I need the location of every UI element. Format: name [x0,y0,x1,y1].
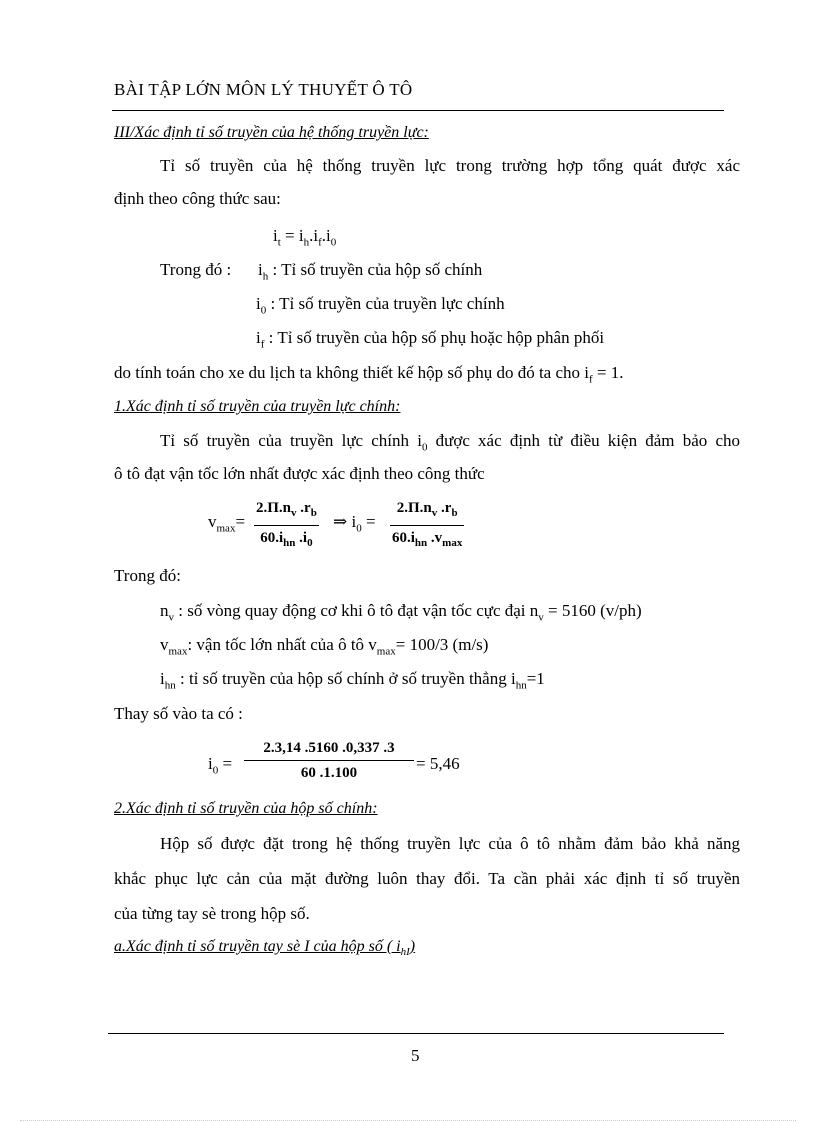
para3-line2: ô tô đạt vận tốc lớn nhất được xác định theo công thức [114,464,485,483]
where-ihn: $i_{hn}$ : tỉ số truyền của hộp số chính ở số truyền thẳng $i_{hn}=1$ [160,669,545,692]
definition-i0: $i_0$ : Tỉ số truyền của truyền lực chính [256,294,505,317]
fraction-i0 [390,498,464,553]
page-header-title: BÀI TẬP LỚN MÔN LÝ THUYẾT Ô TÔ [114,80,413,99]
fraction-i0-value-denominator: 60 .1.100 [300,765,358,781]
formula-i0-value-lhs: $i_0$ = [208,754,233,777]
page-number: 5 [411,1046,420,1065]
definition-ih: $i_h$ : Tỉ số truyền của hộp số chính [258,260,483,283]
where-nv: $n_v$ : số vòng quay động cơ khi ô tô đạt vận tốc cực đại $n_v = 5160$ (v/ph) [160,601,642,624]
fraction-bar [390,525,464,526]
section-2-title: 2.Xác định tỉ số truyền của hộp số chính: [114,800,378,817]
section-a-title: a.Xác định tỉ số truyền tay sè I của hộp số ( $i_{hI}$) [114,938,416,959]
substitute-line: Thay số vào ta có : [114,704,243,723]
section-3-title: III/Xác định tỉ số truyền của hệ thống truyền lực: [114,124,429,141]
formula-vmax-lhs: $v_{max}=$ [208,512,246,535]
fraction-bar [244,760,414,761]
fraction-i0-value [244,738,414,783]
para4-line2: khắc phục lực cản của mặt đường luôn thay đổi. Ta cần phải xác định tỉ số truyền [114,869,740,888]
fraction-vmax-numerator: $2.\Pi.n_v$ $.r_b$ [256,500,317,519]
para4-line1: Hộp số được đặt trong hệ thống truyền lực của ô tô nhằm đảm bảo khả năng [160,834,740,853]
header-rule [112,110,724,111]
section-1-title: 1.Xác định tỉ số truyền của truyền lực chính: [114,398,401,415]
formula-i0-result: = 5,46 [416,754,460,773]
footer-rule [108,1033,724,1034]
where-intro: Trong đó: [114,566,181,585]
para1-line1: Tỉ số truyền của hệ thống truyền lực trong trường hợp tổng quát được xác [160,156,740,175]
definition-if: $i_f$ : Tỉ số truyền của hộp số phụ hoặc hộp phân phối [256,328,605,351]
formula-it: $i_t = i_h.i_f.i_0$ [273,226,337,249]
para4-line3: của từng tay sè trong hộp số. [114,904,310,923]
fraction-i0-numerator: $2.\Pi.n_v$ $.r_b$ [396,500,458,519]
fraction-i0-value-numerator: 2.3,14 .5160 .0,337 .3 [263,740,395,756]
fraction-bar [254,525,319,526]
where-vmax: $v_{max}$: vận tốc lớn nhất của ô tô $v_{max}= 100/3$ (m/s) [160,635,489,658]
page-edge-divider [20,1120,796,1121]
para2: do tính toán cho xe du lịch ta không thiết kế hộp số phụ do đó ta cho $i_f = 1$. [114,363,624,386]
fraction-i0-denominator: $60.i_{hn}$ $.v_{max}$ [392,530,463,549]
para1-line2: định theo công thức sau: [114,189,281,208]
fraction-vmax [254,498,319,553]
fraction-vmax-denominator: $60.i_{hn}$ $.i_0$ [260,530,313,549]
definitions-intro: Trong đó : [160,260,232,279]
para3-line1: Tỉ số truyền của truyền lực chính $i_0$ được xác định từ điều kiện đảm bảo cho [160,431,740,454]
formula-i0-lhs: ⇒ $i_0$ = [333,512,376,535]
